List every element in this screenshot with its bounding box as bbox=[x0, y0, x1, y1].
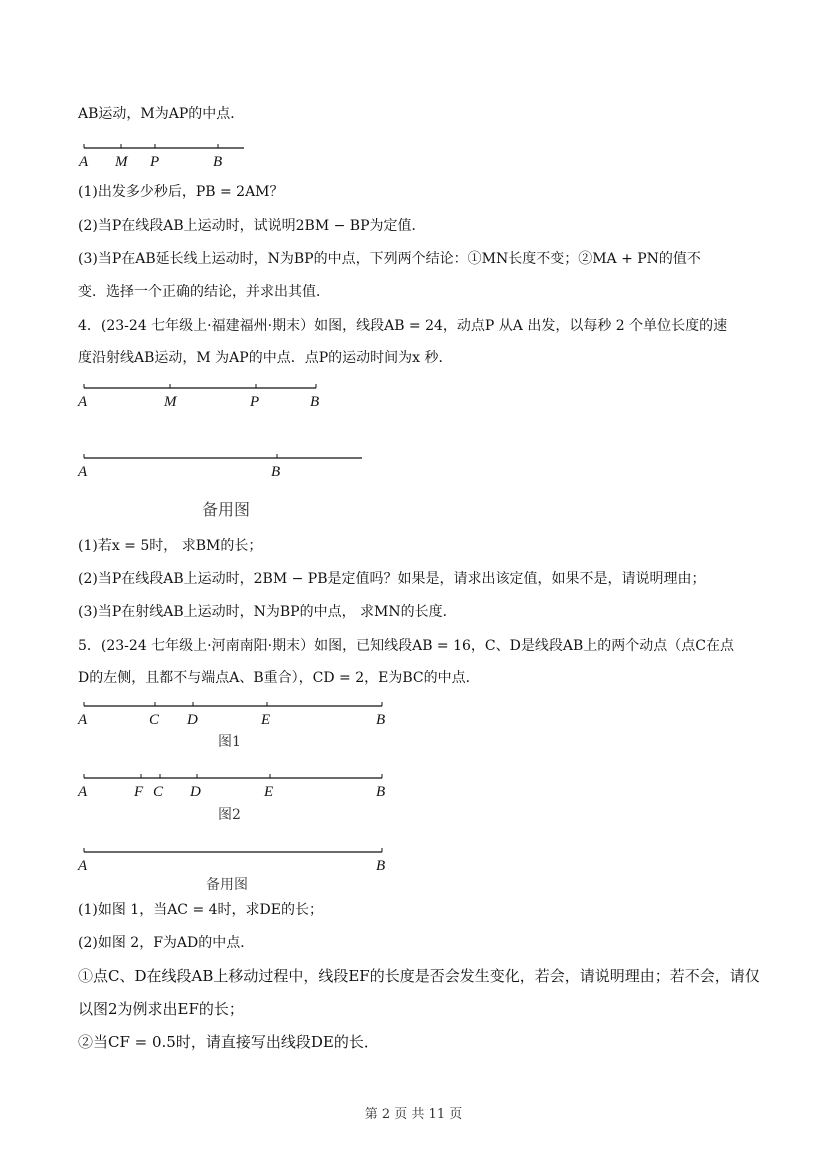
text-line-16: 以图2为例求出EF的长； bbox=[78, 1000, 244, 1018]
point-label-B: B bbox=[376, 784, 386, 800]
text-line-8: (1)若x = 5时， 求BM的长； bbox=[78, 538, 263, 554]
point-label-M: M bbox=[164, 394, 177, 410]
point-label-P: P bbox=[150, 154, 160, 170]
point-label-A: A bbox=[78, 784, 88, 800]
point-label-B: B bbox=[213, 154, 223, 170]
point-label-A: A bbox=[78, 858, 88, 874]
point-label-M: M bbox=[115, 154, 128, 170]
figure-q5-spare bbox=[78, 844, 398, 878]
point-label-P: P bbox=[250, 394, 260, 410]
text-line-4: (3)当P在AB延长线上运动时，N为BP的中点，下列两个结论：①MN长度不变；②MA + PN的值不 bbox=[78, 251, 701, 267]
figure-caption-spare-q5: 备用图 bbox=[206, 877, 248, 893]
point-label-C: C bbox=[149, 712, 160, 728]
figure-q3-segment bbox=[78, 140, 258, 174]
figure-caption-spare-q4: 备用图 bbox=[202, 500, 251, 519]
text-line-1: AB运动，M为AP的中点． bbox=[78, 106, 245, 122]
text-line-13: (1)如图 1，当AC = 4时，求DE的长； bbox=[78, 902, 323, 918]
point-label-F: F bbox=[134, 784, 144, 800]
point-label-A: A bbox=[78, 394, 88, 410]
point-label-C: C bbox=[153, 784, 164, 800]
text-line-6: 4．(23-24 七年级上·福建福州·期末）如图，线段AB = 24，动点P 从A 出发，以每秒 2 个单位长度的速 bbox=[78, 318, 728, 334]
text-line-12: D的左侧，且都不与端点A、B重合），CD = 2，E为BC的中点． bbox=[78, 670, 480, 686]
figure-q5-2 bbox=[78, 770, 398, 804]
text-line-17: ②当CF = 0.5时，请直接写出线段DE的长． bbox=[78, 1033, 379, 1051]
figure-q4-segment bbox=[78, 380, 338, 414]
point-label-B: B bbox=[310, 394, 320, 410]
text-line-2: (1)出发多少秒后，PB = 2AM？ bbox=[78, 184, 284, 200]
figure-caption-2: 图2 bbox=[218, 807, 241, 823]
figure-caption-1: 图1 bbox=[218, 734, 241, 750]
text-line-9: (2)当P在线段AB上运动时，2BM − PB是定值吗？如果是，请求出该定值，如果不是，请说明理由； bbox=[78, 571, 706, 587]
text-line-3: (2)当P在线段AB上运动时，试说明2BM − BP为定值． bbox=[78, 218, 426, 234]
point-label-D: D bbox=[190, 784, 201, 800]
point-label-E: E bbox=[261, 712, 271, 728]
text-line-5: 变．选择一个正确的结论，并求出其值． bbox=[78, 284, 330, 300]
point-label-A: A bbox=[78, 712, 88, 728]
text-line-11: 5．(23-24 七年级上·河南南阳·期末）如图，已知线段AB = 16，C、D是线段AB上的两个动点（点C在点 bbox=[78, 638, 734, 654]
point-label-B: B bbox=[376, 858, 386, 874]
page-footer: 第 2 页 共 11 页 bbox=[364, 1107, 463, 1122]
point-label-E: E bbox=[264, 784, 274, 800]
point-label-A: A bbox=[79, 154, 89, 170]
text-line-14: (2)如图 2，F为AD的中点． bbox=[78, 935, 255, 951]
figure-q5-1 bbox=[78, 698, 398, 732]
text-line-10: (3)当P在射线AB上运动时，N为BP的中点， 求MN的长度． bbox=[78, 604, 457, 620]
text-line-7: 度沿射线AB运动，M 为AP的中点．点P的运动时间为x 秒． bbox=[78, 350, 453, 366]
point-label-B: B bbox=[271, 464, 281, 480]
figure-q4-spare bbox=[78, 450, 368, 484]
point-label-D: D bbox=[187, 712, 198, 728]
point-label-B: B bbox=[376, 712, 386, 728]
point-label-A: A bbox=[78, 464, 88, 480]
text-line-15: ①点C、D在线段AB上移动过程中，线段EF的长度是否会发生变化，若会，请说明理由；若不会，请仅 bbox=[78, 967, 760, 985]
